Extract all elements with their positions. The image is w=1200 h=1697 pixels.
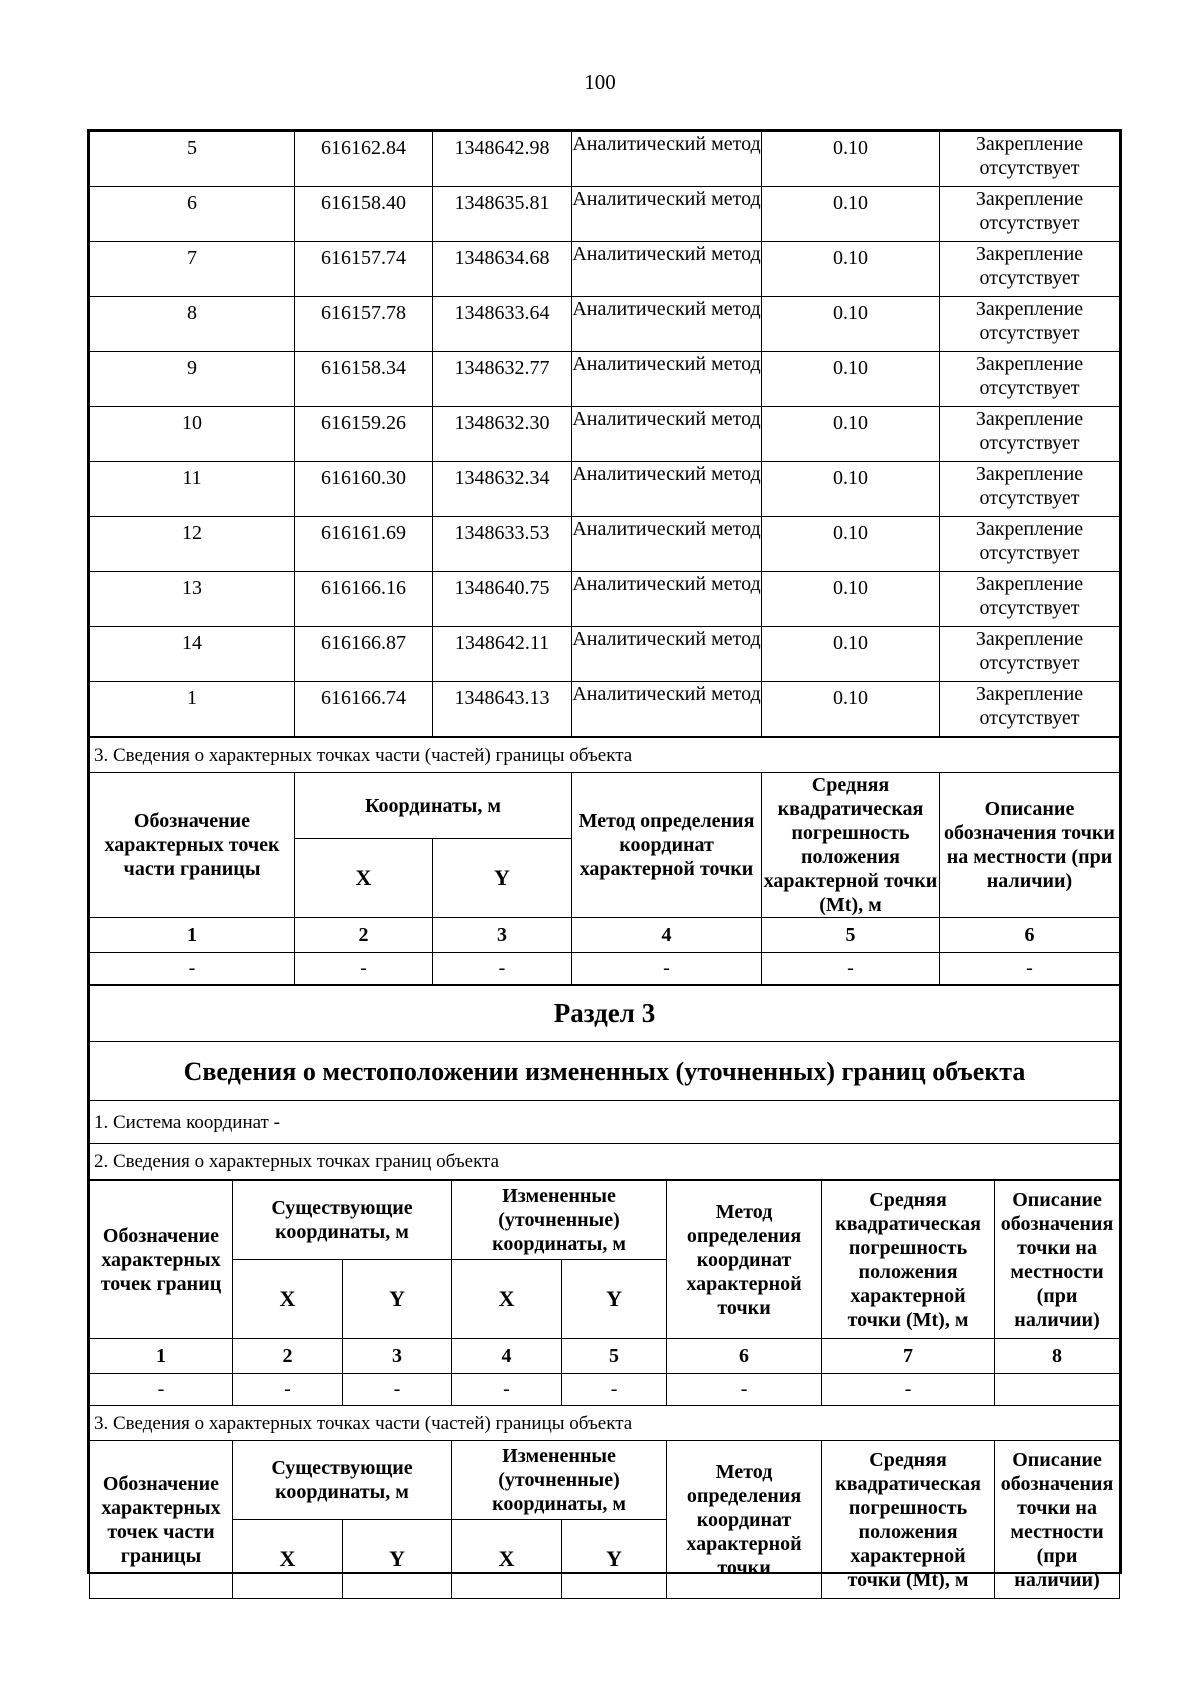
table-cell-method: Аналитический метод bbox=[572, 242, 762, 297]
table-row bbox=[90, 517, 1120, 572]
index-cell: 3 bbox=[343, 1339, 452, 1374]
index-cell: 7 bbox=[822, 1339, 995, 1374]
s3-header-point: Обозначение характерных точек границ bbox=[90, 1181, 233, 1339]
table-cell-y: 1348633.53 bbox=[433, 517, 572, 572]
table-cell-x: 616160.30 bbox=[295, 462, 433, 517]
index-cell: 6 bbox=[940, 918, 1120, 953]
index-cell: 5 bbox=[762, 918, 940, 953]
table-cell-x: 616157.78 bbox=[295, 297, 433, 352]
table-cell-point: 5 bbox=[90, 132, 295, 187]
table-cell-x: 616166.74 bbox=[295, 682, 433, 737]
index-cell: 8 bbox=[995, 1339, 1120, 1374]
table-cell-method: Аналитический метод bbox=[572, 297, 762, 352]
s3-header-desc: Описание обозначения точки на местности (при наличии) bbox=[995, 1181, 1120, 1339]
header-x: X bbox=[295, 839, 433, 918]
s3p-header-existing: Существующие координаты, м bbox=[233, 1441, 452, 1520]
empty-cell: - bbox=[90, 953, 295, 985]
table-cell-y: 1348642.98 bbox=[433, 132, 572, 187]
s3-header-x2: X bbox=[452, 1260, 562, 1339]
empty-cell: - bbox=[343, 1374, 452, 1406]
document-frame bbox=[87, 129, 1122, 1591]
s3p-header-x1: X bbox=[233, 1520, 343, 1599]
empty-cell: - bbox=[233, 1374, 343, 1406]
table-cell-desc: Закрепление отсутствует bbox=[940, 187, 1120, 242]
header-y: Y bbox=[433, 839, 572, 918]
s3-header-changed: Измененные (уточненные) координаты, м bbox=[452, 1181, 667, 1260]
empty-cell: - bbox=[822, 1374, 995, 1406]
s3p-header-method: Метод определения координат характерной точки bbox=[667, 1441, 822, 1599]
header-coords: Координаты, м bbox=[295, 773, 572, 839]
header-point: Обозначение характерных точек части границы bbox=[90, 773, 295, 918]
table-cell-point: 9 bbox=[90, 352, 295, 407]
index-cell: 1 bbox=[90, 1339, 233, 1374]
table-cell-point: 8 bbox=[90, 297, 295, 352]
table-cell-y: 1348635.81 bbox=[433, 187, 572, 242]
table-cell-y: 1348634.68 bbox=[433, 242, 572, 297]
table-cell-y: 1348640.75 bbox=[433, 572, 572, 627]
index-cell: 4 bbox=[452, 1339, 562, 1374]
s3p-header-changed: Измененные (уточненные) координаты, м bbox=[452, 1441, 667, 1520]
table-cell-desc: Закрепление отсутствует bbox=[940, 352, 1120, 407]
table-cell-y: 1348632.77 bbox=[433, 352, 572, 407]
points-table bbox=[89, 131, 1120, 737]
table-cell-x: 616157.74 bbox=[295, 242, 433, 297]
empty-cell: - bbox=[572, 953, 762, 985]
table-cell-method: Аналитический метод bbox=[572, 462, 762, 517]
table-cell-x: 616161.69 bbox=[295, 517, 433, 572]
table-cell-desc: Закрепление отсутствует bbox=[940, 297, 1120, 352]
header-desc: Описание обозначения точки на местности (при наличии) bbox=[940, 773, 1120, 918]
coord-system: 1. Система координат - bbox=[90, 1101, 1120, 1144]
empty-cell bbox=[995, 1374, 1120, 1406]
table-cell-desc: Закрепление отсутствует bbox=[940, 242, 1120, 297]
table-cell-method: Аналитический метод bbox=[572, 352, 762, 407]
table-cell-desc: Закрепление отсутствует bbox=[940, 572, 1120, 627]
section-title: Раздел 3 bbox=[90, 986, 1120, 1042]
s3-header-existing: Существующие координаты, м bbox=[233, 1181, 452, 1260]
table-cell-point: 7 bbox=[90, 242, 295, 297]
s3p-header-y2: Y bbox=[562, 1520, 667, 1599]
table-cell-x: 616166.16 bbox=[295, 572, 433, 627]
table-cell-y: 1348642.11 bbox=[433, 627, 572, 682]
table-cell-x: 616159.26 bbox=[295, 407, 433, 462]
table-cell-point: 14 bbox=[90, 627, 295, 682]
index-cell: 4 bbox=[572, 918, 762, 953]
table-row bbox=[90, 132, 1120, 187]
section3-points-table bbox=[89, 1180, 1120, 1599]
table-cell-desc: Закрепление отсутствует bbox=[940, 517, 1120, 572]
table-cell-method: Аналитический метод bbox=[572, 407, 762, 462]
table-cell-mt: 0.10 bbox=[762, 297, 940, 352]
s3p-header-mt: Средняя квадратическая погрешность положения характерной точки (Mt), м bbox=[822, 1441, 995, 1599]
table-row bbox=[90, 297, 1120, 352]
table-row bbox=[90, 352, 1120, 407]
header-mt: Средняя квадратическая погрешность положения характерной точки (Mt), м bbox=[762, 773, 940, 918]
table-cell-method: Аналитический метод bbox=[572, 187, 762, 242]
table-row bbox=[90, 187, 1120, 242]
table-row bbox=[90, 462, 1120, 517]
table-cell-point: 6 bbox=[90, 187, 295, 242]
table-cell-y: 1348632.30 bbox=[433, 407, 572, 462]
index-cell: 2 bbox=[295, 918, 433, 953]
table-row bbox=[90, 627, 1120, 682]
table-cell-point: 13 bbox=[90, 572, 295, 627]
table-cell-mt: 0.10 bbox=[762, 187, 940, 242]
s3p-header-point: Обозначение характерных точек части границы bbox=[90, 1441, 233, 1599]
points-caption: 2. Сведения о характерных точках границ объекта bbox=[90, 1144, 1120, 1180]
table-cell-mt: 0.10 bbox=[762, 627, 940, 682]
index-cell: 5 bbox=[562, 1339, 667, 1374]
s3-part-caption: 3. Сведения о характерных точках части (частей) границы объекта bbox=[90, 1406, 1120, 1441]
s3p-header-x2: X bbox=[452, 1520, 562, 1599]
table-cell-x: 616158.34 bbox=[295, 352, 433, 407]
table-cell-method: Аналитический метод bbox=[572, 627, 762, 682]
table-cell-point: 1 bbox=[90, 682, 295, 737]
page-number: 100 bbox=[584, 70, 616, 94]
table-cell-x: 616166.87 bbox=[295, 627, 433, 682]
table-cell-mt: 0.10 bbox=[762, 517, 940, 572]
table-cell-y: 1348633.64 bbox=[433, 297, 572, 352]
table-cell-desc: Закрепление отсутствует bbox=[940, 682, 1120, 737]
index-cell: 2 bbox=[233, 1339, 343, 1374]
table-cell-point: 11 bbox=[90, 462, 295, 517]
empty-cell: - bbox=[667, 1374, 822, 1406]
header-method: Метод определения координат характерной точки bbox=[572, 773, 762, 918]
table-row bbox=[90, 242, 1120, 297]
table-cell-mt: 0.10 bbox=[762, 682, 940, 737]
empty-row bbox=[90, 1374, 1120, 1406]
table-cell-y: 1348643.13 bbox=[433, 682, 572, 737]
table-row bbox=[90, 407, 1120, 462]
s3-header-method: Метод определения координат характерной точки bbox=[667, 1181, 822, 1339]
s3p-header-desc: Описание обозначения точки на местности (при наличии) bbox=[995, 1441, 1120, 1599]
table-cell-mt: 0.10 bbox=[762, 242, 940, 297]
empty-cell: - bbox=[940, 953, 1120, 985]
table-cell-mt: 0.10 bbox=[762, 407, 940, 462]
table-cell-desc: Закрепление отсутствует bbox=[940, 132, 1120, 187]
table-cell-mt: 0.10 bbox=[762, 132, 940, 187]
s3-header-y2: Y bbox=[562, 1260, 667, 1339]
empty-cell: - bbox=[295, 953, 433, 985]
empty-cell: - bbox=[433, 953, 572, 985]
section-subtitle: Сведения о местоположении измененных (уточненных) границ объекта bbox=[90, 1042, 1120, 1101]
section2-part-table bbox=[89, 737, 1120, 985]
table-cell-method: Аналитический метод bbox=[572, 517, 762, 572]
table-cell-method: Аналитический метод bbox=[572, 572, 762, 627]
table-cell-desc: Закрепление отсутствует bbox=[940, 462, 1120, 517]
table-cell-mt: 0.10 bbox=[762, 572, 940, 627]
table-cell-desc: Закрепление отсутствует bbox=[940, 407, 1120, 462]
section3-title-table bbox=[89, 985, 1120, 1180]
empty-cell: - bbox=[452, 1374, 562, 1406]
table-cell-mt: 0.10 bbox=[762, 352, 940, 407]
table-row bbox=[90, 572, 1120, 627]
s3-header-y1: Y bbox=[343, 1260, 452, 1339]
table-cell-y: 1348632.34 bbox=[433, 462, 572, 517]
table-cell-point: 12 bbox=[90, 517, 295, 572]
index-cell: 3 bbox=[433, 918, 572, 953]
index-cell: 6 bbox=[667, 1339, 822, 1374]
empty-row bbox=[90, 953, 1120, 985]
index-row bbox=[90, 1339, 1120, 1374]
s3-header-mt: Средняя квадратическая погрешность положения характерной точки (Mt), м bbox=[822, 1181, 995, 1339]
empty-cell: - bbox=[762, 953, 940, 985]
table-cell-desc: Закрепление отсутствует bbox=[940, 627, 1120, 682]
table-cell-mt: 0.10 bbox=[762, 462, 940, 517]
s3p-header-y1: Y bbox=[343, 1520, 452, 1599]
table-cell-point: 10 bbox=[90, 407, 295, 462]
empty-cell: - bbox=[562, 1374, 667, 1406]
part-caption: 3. Сведения о характерных точках части (частей) границы объекта bbox=[90, 738, 1120, 773]
empty-cell: - bbox=[90, 1374, 233, 1406]
index-cell: 1 bbox=[90, 918, 295, 953]
table-cell-method: Аналитический метод bbox=[572, 682, 762, 737]
table-cell-x: 616162.84 bbox=[295, 132, 433, 187]
table-row bbox=[90, 682, 1120, 737]
table-cell-method: Аналитический метод bbox=[572, 132, 762, 187]
table-cell-x: 616158.40 bbox=[295, 187, 433, 242]
index-row bbox=[90, 918, 1120, 953]
s3-header-x1: X bbox=[233, 1260, 343, 1339]
